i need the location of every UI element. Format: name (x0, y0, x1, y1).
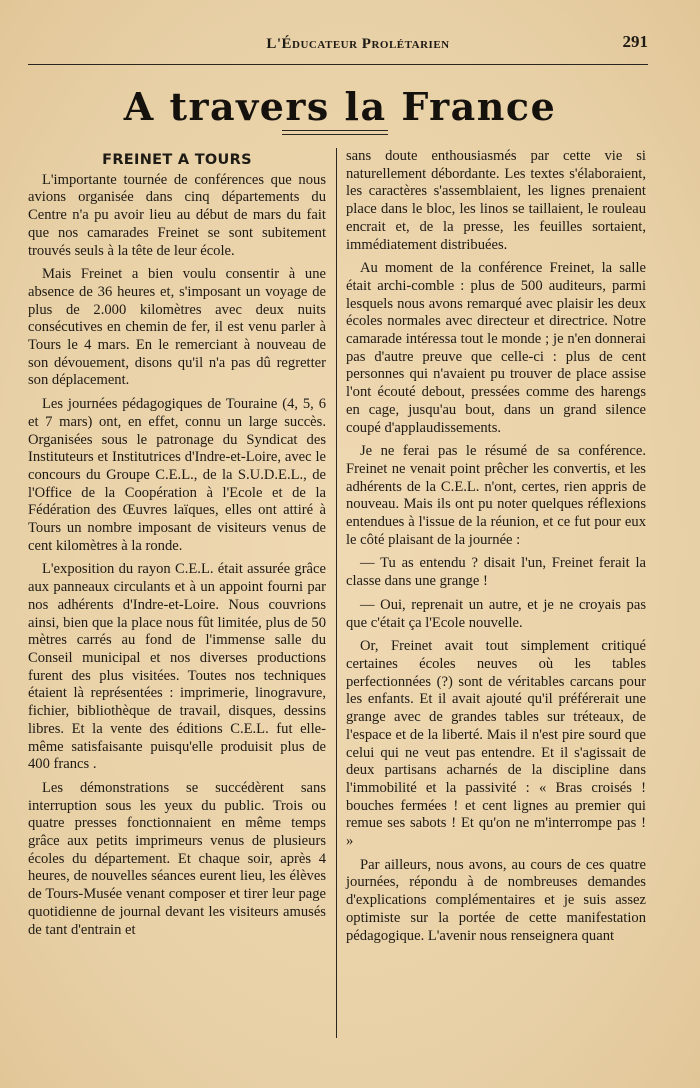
paragraph: — Tu as entendu ? disait l'un, Freinet ferait la classe dans une grange ! (346, 555, 646, 590)
left-column (28, 148, 326, 945)
paragraph: Les démonstrations se succédèrent sans interruption sous les yeux du public. Trois ou quatre presses fonctionnaient en même temps grâce aux petits imprimeurs venus de plusieurs écoles du département. Et chaque soir, après 4 heures, de nouvelles séances eurent lieu, les élèves de Tours-Musée venant composer et tirer leur page quotidienne de journal devant les visiteurs amusés de tant d'entrain et (28, 779, 326, 938)
paragraph: — Oui, reprenait un autre, et je ne croyais pas que c'était ça l'Ecole nouvelle. (346, 596, 646, 631)
title-underline (282, 130, 388, 131)
page-number: 291 (622, 32, 648, 51)
paragraph: L'exposition du rayon C.E.L. était assurée grâce aux panneaux circulants et à un appoint fourni par nos adhérents d'Indre-et-Loire. Nous couvrions ainsi, bien que la place nous fût limitée, plus de 50 mètres carrés au fond de l'immense salle du Conseil municipal et nos diverses productions furent des plus visitées. Toutes nos techniques étaient là représentées : imprimerie, linogravure, fichier, bibliothèque de travail, disques, dessins libres. Et la vente des éditions C.E.L. fut elle-même satisfaisante puisqu'elle produisit plus de 400 francs . (28, 561, 326, 773)
section-title: FREINET A TOURS (102, 152, 252, 168)
running-head (28, 32, 648, 60)
header-rule (28, 64, 648, 65)
right-column (346, 148, 646, 951)
paragraph: Je ne ferai pas le résumé de sa conférence. Freinet ne venait point prêcher les convertis, et les adhérents de la C.E.L. n'ont, certes, rien appris de nouveau. Mais ils ont pu noter quelques réflexions entendues à l'issue de la réunion, et ce fut pour eux le côté plaisant de la journée : (346, 443, 646, 548)
paragraph: Au moment de la conférence Freinet, la salle était archi-comble : plus de 500 auditeurs, parmi lesquels nous avons remarqué avec plaisir les deux écoles normales avec directeur et directrice. Notre camarade intéressa tout le monde ; je n'en donnerai pas d'autre preuve que celle-ci : plus de cent personnes qui n'avaient pu trouver de place assise l'ont écouté debout, pressées comme des harengs en cage, jusqu'au bout, dans un grand silence coupé d'applaudissements. (346, 260, 646, 436)
paragraph-continuation: sans doute enthousiasmés par cette vie si naturellement débordante. Les textes s'élaboraient, les caractères s'assemblaient, les lignes prenaient place dans le bloc, les linos se taillaient, le rouleau encrait et, de la presse, les feuilles sortaient, immédiatement distribuées. (346, 148, 646, 253)
paragraph: Or, Freinet avait tout simplement critiqué certaines écoles neuves où les tables perfectionnées (?) sont de véritables carcans pour les enfants. Et il avait ajouté qu'il préférerait une grange avec de grandes tables sur tréteaux, de l'espace et de la liberté. Mais il n'est pire sourd que celui qui ne veut pas entendre. Et il s'agissait de deux partisans acharnés de la discipline dans l'immobilité et la passivité : « Bras croisés ! bouches fermées ! et cent lignes au premier qui remue ses sabots ! Et qu'on ne m'interrompe pas ! » (346, 638, 646, 850)
paragraph: Par ailleurs, nous avons, au cours de ces quatre journées, répondu à de nombreuses demandes d'explications complémentaires et je suis assez optimiste sur la portée de cette manifestation pédagogique. L'avenir nous renseignera quant (346, 856, 646, 944)
paragraph: Mais Freinet a bien voulu consentir à une absence de 36 heures et, s'imposant un voyage de plus de 2.000 kilomètres avec deux nuits consécutives en chemin de fer, il est venu parler à Tours le 4 mars. En le remerciant à nouveau de son dévouement, disons qu'il n'a pas dû regretter son déplacement. (28, 266, 326, 389)
column-divider (336, 148, 337, 1038)
paragraph: Les journées pédagogiques de Touraine (4, 5, 6 et 7 mars) ont, en effet, connu un large succès. Organisées sous le patronage du Syndicat des Instituteurs et Institutrices d'Indre-et-Loire, avec le concours du Groupe C.E.L., de la S.U.D.E.L., de l'Office de la Coopération à l'Ecole et de la Fédération des Œuvres laïques, elles ont attiré à Tours un nombre imposant de visiteurs venus de cent kilomètres à la ronde. (28, 396, 326, 554)
journal-title: L'Éducateur Prolétarien (266, 36, 450, 52)
title-underline-second (282, 134, 388, 135)
paragraph: L'importante tournée de conférences que nous avions organisée dans cinq départements du Centre n'a pu avoir lieu au début de mars du fait que nos camarades Freinet se sont subitement trouvés seuls à la tête de leur école. (28, 171, 326, 259)
article-title: A travers la France (123, 84, 557, 129)
